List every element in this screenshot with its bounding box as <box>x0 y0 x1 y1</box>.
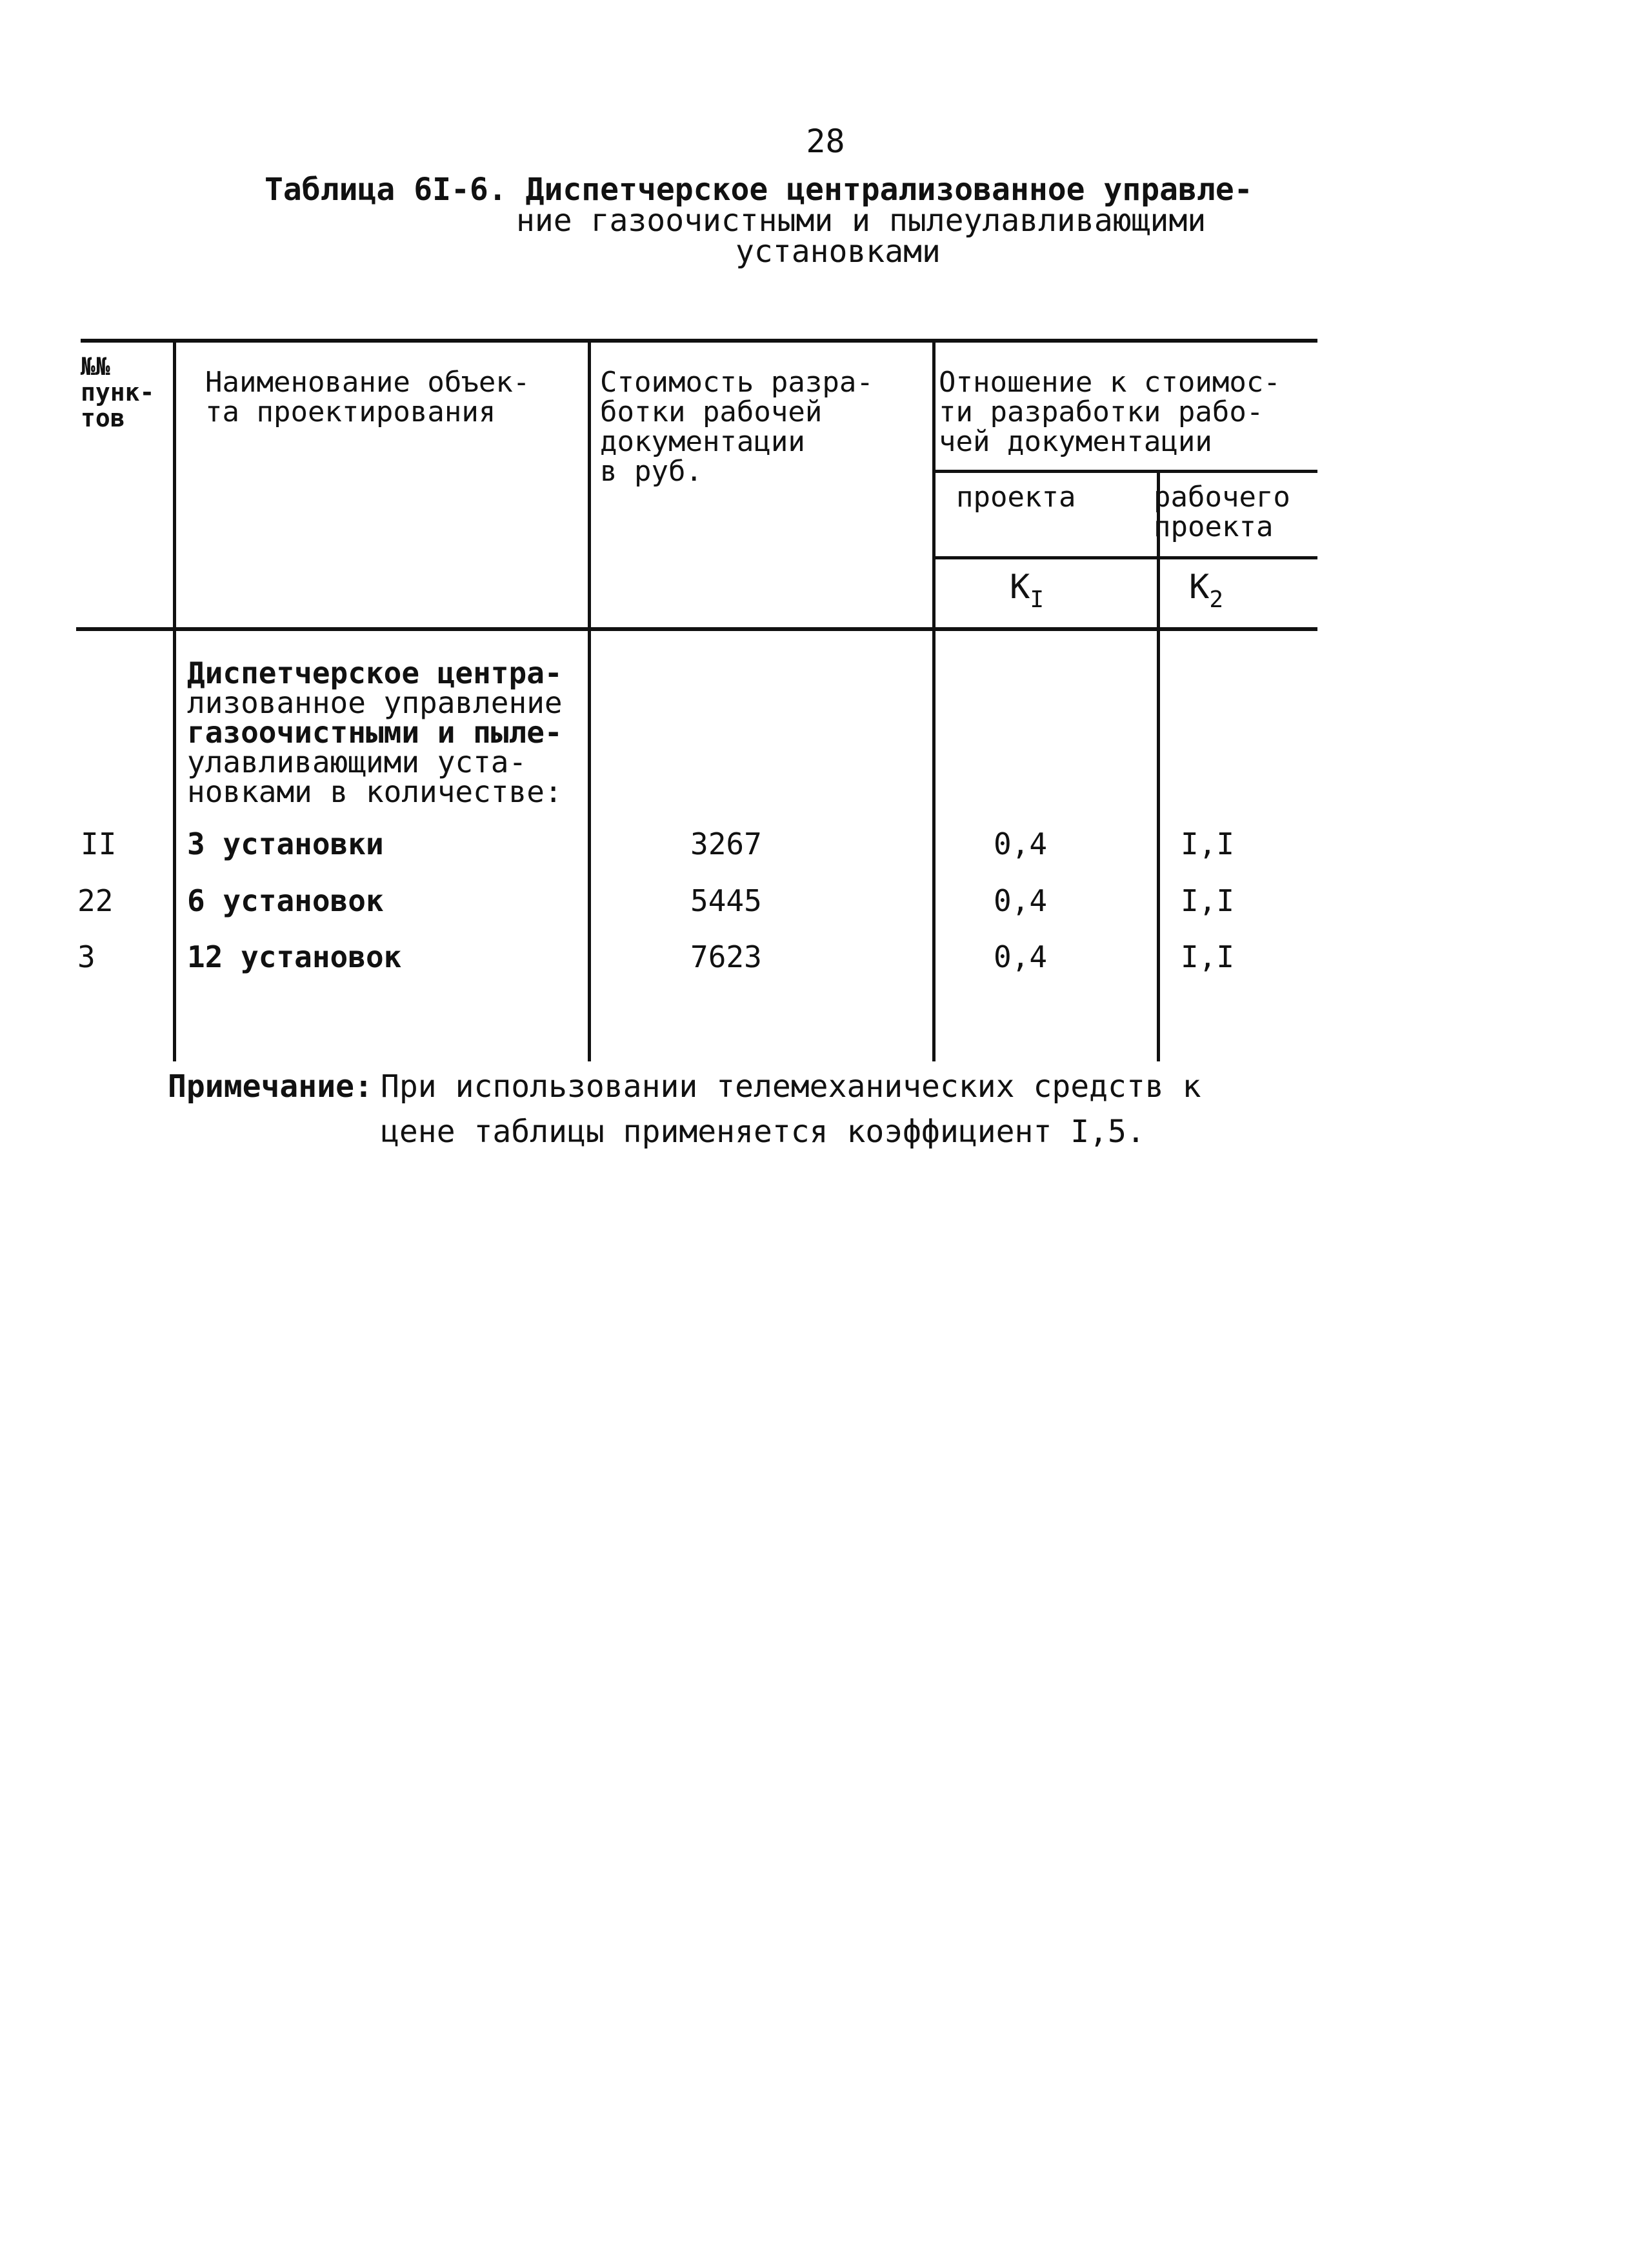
row-name: 3 установки <box>187 827 384 861</box>
table-title-line-1: Таблица 6I-6. Диспетчерское централизованное управле- <box>265 172 1253 208</box>
col-divider-3 <box>932 339 936 1061</box>
row-k2: I,I <box>1181 883 1235 918</box>
col-divider-1 <box>173 339 176 1061</box>
ratio-sub-rule <box>932 470 1317 473</box>
row-k2: I,I <box>1181 939 1235 974</box>
header-ratio-working-project: рабочего проекта <box>1154 481 1290 543</box>
row-k1: 0,4 <box>994 939 1048 974</box>
header-num: №№ пунк- тов <box>81 352 155 432</box>
group-label: Диспетчерское центра- лизованное управление газоочистными и пыле- улавливающими уста- новками в количестве: <box>187 656 563 809</box>
row-cost: 3267 <box>690 827 762 861</box>
table-title-line-2: ние газоочистными и пылеулавливающими <box>516 203 1206 239</box>
col-divider-4 <box>1157 470 1160 1061</box>
k-row-rule <box>932 556 1317 559</box>
row-name: 6 установок <box>187 883 384 918</box>
note-line-1: При использовании телемеханических средств к <box>381 1069 1201 1105</box>
row-num: 22 <box>77 883 114 918</box>
header-ratio: Отношение к стоимос- ти разработки рабо- чей документации <box>939 366 1281 458</box>
header-k1: КI <box>1010 568 1044 613</box>
row-num: 3 <box>77 939 95 974</box>
row-k2: I,I <box>1181 827 1235 861</box>
header-name: Наименование объек- та проектирования <box>205 366 530 428</box>
note-line-2: цене таблицы применяется коэффициент I,5. <box>381 1114 1145 1150</box>
row-num: II <box>81 827 117 861</box>
row-cost: 7623 <box>690 939 762 974</box>
row-cost: 5445 <box>690 883 762 918</box>
header-k2: К2 <box>1189 568 1223 613</box>
row-name: 12 установок <box>187 939 402 974</box>
header-ratio-project: проекта <box>956 481 1076 514</box>
row-k1: 0,4 <box>994 883 1048 918</box>
row-k1: 0,4 <box>994 827 1048 861</box>
col-divider-2 <box>588 339 591 1061</box>
note-label: Примечание: <box>168 1069 373 1105</box>
page-number: 28 <box>806 123 845 160</box>
header-cost: Стоимость разра- ботки рабочей документации в руб. <box>600 366 874 488</box>
table-title-line-3: установками <box>735 234 941 270</box>
table-top-rule <box>81 339 1317 343</box>
header-bottom-rule <box>76 627 1317 631</box>
